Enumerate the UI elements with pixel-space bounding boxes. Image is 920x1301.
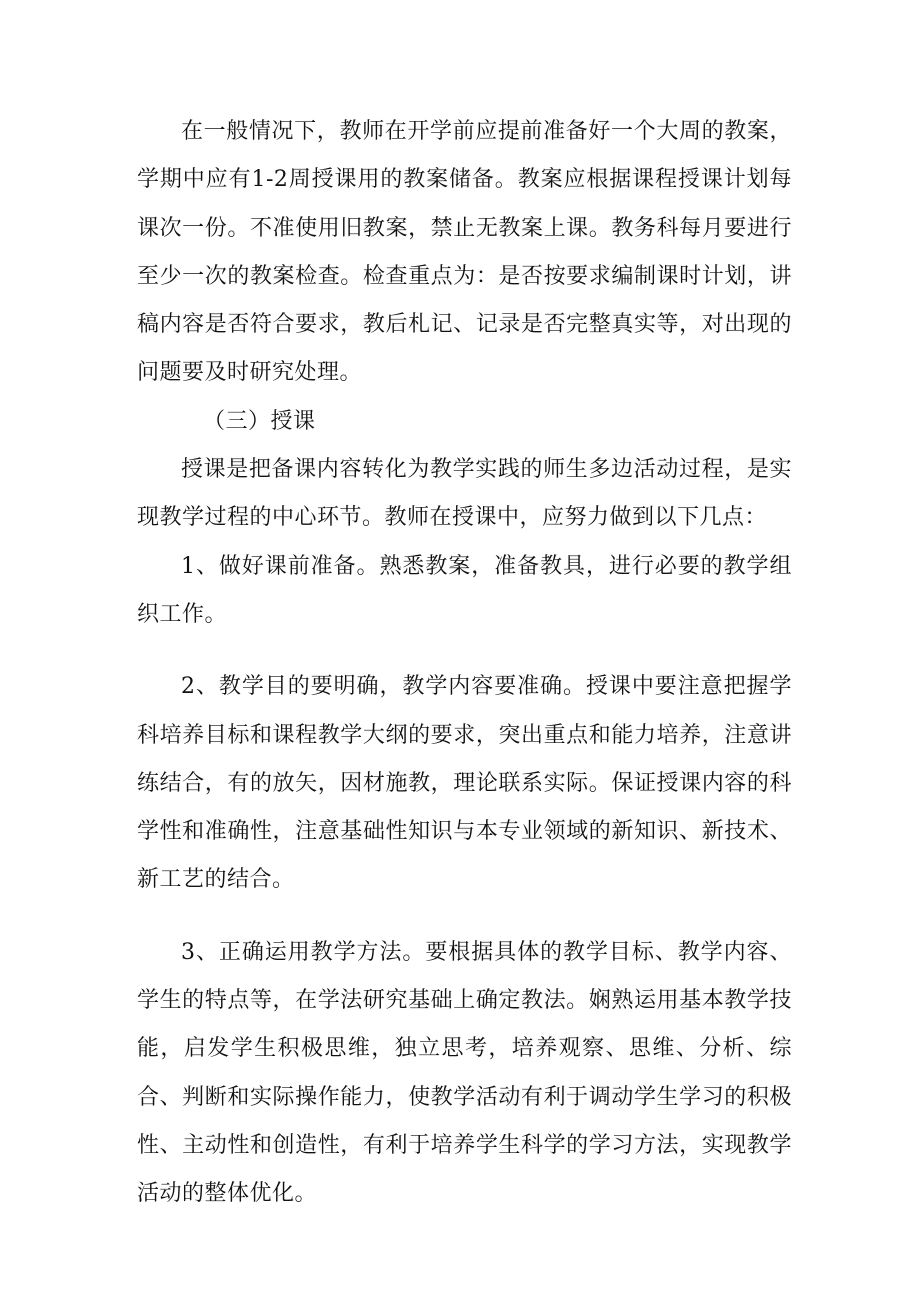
paragraph-item-3: 3、正确运用教学方法。要根据具体的教学目标、教学内容、学生的特点等，在学法研究基础上确定教法。娴熟运用基本教学技能，启发学生积极思维，独立思考，培养观察、思维、分析、综合、判断和实际操作能力，使教学活动有利于调动学生学习的积极性、主动性和创造性，有利于培养学生科学的学习方法，实现教学活动的整体优化。 bbox=[137, 939, 792, 1207]
paragraph-item-2: 2、教学目的要明确，教学内容要准确。授课中要注意把握学科培养目标和课程教学大纲的要求，突出重点和能力培养，注意讲练结合，有的放矢，因材施教，理论联系实际。保证授课内容的科学性和准确性，注意基础性知识与本专业领域的新知识、新技术、新工艺的结合。 bbox=[137, 674, 792, 893]
document-body bbox=[137, 108, 792, 1219]
paragraph-lesson-plan-requirements: 在一般情况下，教师在开学前应提前准备好一个大周的教案，学期中应有1-2周授课用的教案储备。教案应根据课程授课计划每课次一份。不准使用旧教案，禁止无教案上课。教务科每月要进行至少一次的教案检查。检查重点为：是否按要求编制课时计划，讲稿内容是否符合要求，教后札记、记录是否完整真实等，对出现的问题要及时研究处理。 bbox=[137, 119, 792, 386]
paragraph-teaching-intro: 授课是把备课内容转化为教学实践的师生多边活动过程，是实现教学过程的中心环节。教师在授课中，应努力做到以下几点： bbox=[137, 457, 792, 531]
section-heading-teaching: （三）授课 bbox=[203, 408, 316, 434]
paragraph-item-1: 1、做好课前准备。熟悉教案，准备教具，进行必要的教学组织工作。 bbox=[137, 553, 792, 627]
